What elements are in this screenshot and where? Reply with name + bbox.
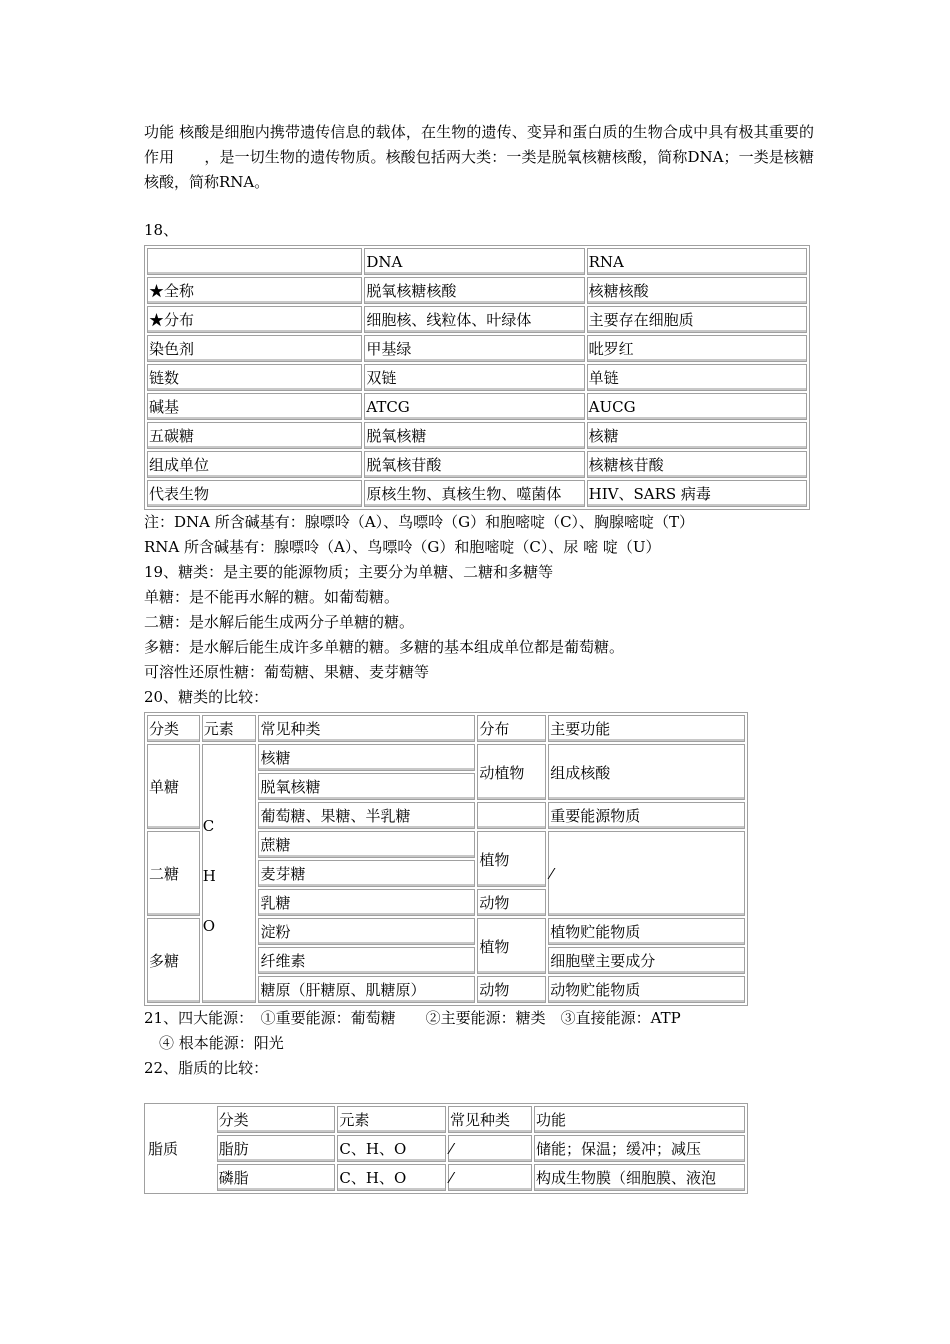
slash-mark: ⁄ (550, 864, 553, 883)
element-h: H (202, 866, 216, 885)
sugar-comparison-table (144, 712, 748, 1006)
note-line: 可溶性还原性糖：葡萄糖、果糖、麦芽糖等 (144, 663, 430, 681)
section-21-line: 21、四大能源： ①重要能源：葡萄糖 ②主要能源：糖类 ③直接能源：ATP (144, 1009, 681, 1027)
kind-cell: ⁄ (448, 1164, 532, 1191)
table-row (147, 480, 807, 507)
row-label: 碱基 (147, 393, 362, 420)
section-22-heading: 22、脂质的比较： (144, 1059, 269, 1077)
table-row (147, 422, 807, 449)
note-line: 单糖：是不能再水解的糖。如葡萄糖。 (144, 588, 400, 606)
table-header-row (147, 715, 745, 742)
group-cell (147, 1164, 215, 1191)
rna-cell: 核糖 (587, 422, 807, 449)
row-label: ★分布 (147, 306, 362, 333)
section-21-line: ④ 根本能源：阳光 (144, 1034, 284, 1052)
type-cell: 糖原（肝糖原、肌糖原） (258, 976, 475, 1003)
row-label: 组成单位 (147, 451, 362, 478)
function-cell (548, 831, 745, 916)
dna-cell: 脱氧核糖核酸 (364, 277, 584, 304)
rna-cell: HIV、SARS 病毒 (587, 480, 807, 507)
row-label: 链数 (147, 364, 362, 391)
dna-cell: 原核生物、真核生物、噬菌体 (364, 480, 584, 507)
element-cell: C、H、O (337, 1164, 446, 1191)
type-cell: 纤维素 (258, 947, 475, 974)
element-cell (202, 744, 257, 1003)
table-row (147, 364, 807, 391)
row-label: 染色剂 (147, 335, 362, 362)
dna-cell: 脱氧核糖 (364, 422, 584, 449)
distribution-cell: 动物 (477, 889, 546, 916)
element-o: O (202, 916, 216, 935)
function-cell: 植物贮能物质 (548, 918, 745, 945)
header-cell: 常见种类 (258, 715, 475, 742)
function-cell: 重要能源物质 (548, 802, 745, 829)
rna-cell: 主要存在细胞质 (587, 306, 807, 333)
type-cell: 核糖 (258, 744, 475, 771)
type-cell: 脱氧核糖 (258, 773, 475, 800)
document-page (144, 120, 814, 1194)
table-row (147, 277, 807, 304)
note-line: 注：DNA 所含碱基有：腺嘌呤（A）、鸟嘌呤（G）和胞嘧啶（C）、胸腺嘧啶（T） (144, 513, 695, 531)
category-cell: 二糖 (147, 831, 200, 916)
table-header-row (147, 248, 807, 275)
distribution-cell: 植物 (477, 918, 546, 974)
header-cell: 分类 (217, 1106, 336, 1133)
table-row (147, 335, 807, 362)
table-row (147, 451, 807, 478)
function-cell: 细胞壁主要成分 (548, 947, 745, 974)
header-cell: 元素 (202, 715, 257, 742)
type-cell: 麦芽糖 (258, 860, 475, 887)
rna-cell: 吡罗红 (587, 335, 807, 362)
header-cell: 元素 (337, 1106, 446, 1133)
type-cell: 磷脂 (217, 1164, 336, 1191)
note-line: RNA 所含碱基有：腺嘌呤（A）、鸟嘌呤（G）和胞嘧啶（C）、尿 嘧 啶（U） (144, 538, 661, 556)
type-cell: 淀粉 (258, 918, 475, 945)
header-cell: 主要功能 (548, 715, 745, 742)
kind-cell: ⁄ (448, 1135, 532, 1162)
dna-cell: 细胞核、线粒体、叶绿体 (364, 306, 584, 333)
dna-cell: 双链 (364, 364, 584, 391)
distribution-cell: 植物 (477, 831, 546, 887)
notes-block (144, 510, 814, 710)
distribution-cell (477, 802, 546, 829)
note-line: 19、糖类：是主要的能源物质；主要分为单糖、二糖和多糖等 (144, 563, 554, 581)
element-c: C (202, 816, 215, 835)
type-cell: 脂肪 (217, 1135, 336, 1162)
header-cell: 分布 (477, 715, 546, 742)
table-row (147, 1164, 745, 1191)
element-cell: C、H、O (337, 1135, 446, 1162)
function-cell: 构成生物膜（细胞膜、液泡 (534, 1164, 745, 1191)
dna-cell: 脱氧核苷酸 (364, 451, 584, 478)
table-row (147, 1135, 745, 1162)
lipid-comparison-table (144, 1103, 748, 1194)
dna-cell: 甲基绿 (364, 335, 584, 362)
group-cell: 脂质 (148, 1140, 179, 1158)
intro-paragraph: 功能 核酸是细胞内携带遗传信息的载体，在生物的遗传、变异和蛋白质的生物合成中具有极其重要的作用 ，是一切生物的遗传物质。核酸包括两大类：一类是脱氧核糖核酸，简称DNA；一类是核糖核酸，简称RNA。 (144, 123, 814, 191)
header-cell: 常见种类 (448, 1106, 532, 1133)
header-cell: 功能 (534, 1106, 745, 1133)
category-cell: 多糖 (147, 918, 200, 1003)
type-cell: 蔗糖 (258, 831, 475, 858)
distribution-cell: 动物 (477, 976, 546, 1003)
row-label: 代表生物 (147, 480, 362, 507)
type-cell: 葡萄糖、果糖、半乳糖 (258, 802, 475, 829)
rna-cell: 核糖核苷酸 (587, 451, 807, 478)
dna-rna-table (144, 245, 810, 510)
table-header-row (147, 1106, 745, 1133)
header-cell: 分类 (147, 715, 200, 742)
header-cell: DNA (364, 248, 584, 275)
table-row (147, 393, 807, 420)
table-row (147, 744, 745, 771)
row-label: 五碳糖 (147, 422, 362, 449)
note-line: 二糖：是水解后能生成两分子单糖的糖。 (144, 613, 415, 631)
rna-cell: 核糖核酸 (587, 277, 807, 304)
energy-block (144, 1006, 814, 1081)
section-20-heading: 20、糖类的比较： (144, 688, 269, 706)
function-cell: 储能；保温；缓冲；减压 (534, 1135, 745, 1162)
row-label: ★全称 (147, 277, 362, 304)
header-cell (147, 1106, 215, 1133)
table-row (147, 306, 807, 333)
dna-cell: ATCG (364, 393, 584, 420)
header-cell (147, 248, 362, 275)
header-cell: RNA (587, 248, 807, 275)
rna-cell: 单链 (587, 364, 807, 391)
type-cell: 乳糖 (258, 889, 475, 916)
distribution-cell: 动植物 (477, 744, 546, 800)
rna-cell: AUCG (587, 393, 807, 420)
section-18-heading: 18、 (144, 221, 179, 239)
function-cell: 动物贮能物质 (548, 976, 745, 1003)
category-cell: 单糖 (147, 744, 200, 829)
note-line: 多糖：是水解后能生成许多单糖的糖。多糖的基本组成单位都是葡萄糖。 (144, 638, 625, 656)
function-cell: 组成核酸 (548, 744, 745, 800)
